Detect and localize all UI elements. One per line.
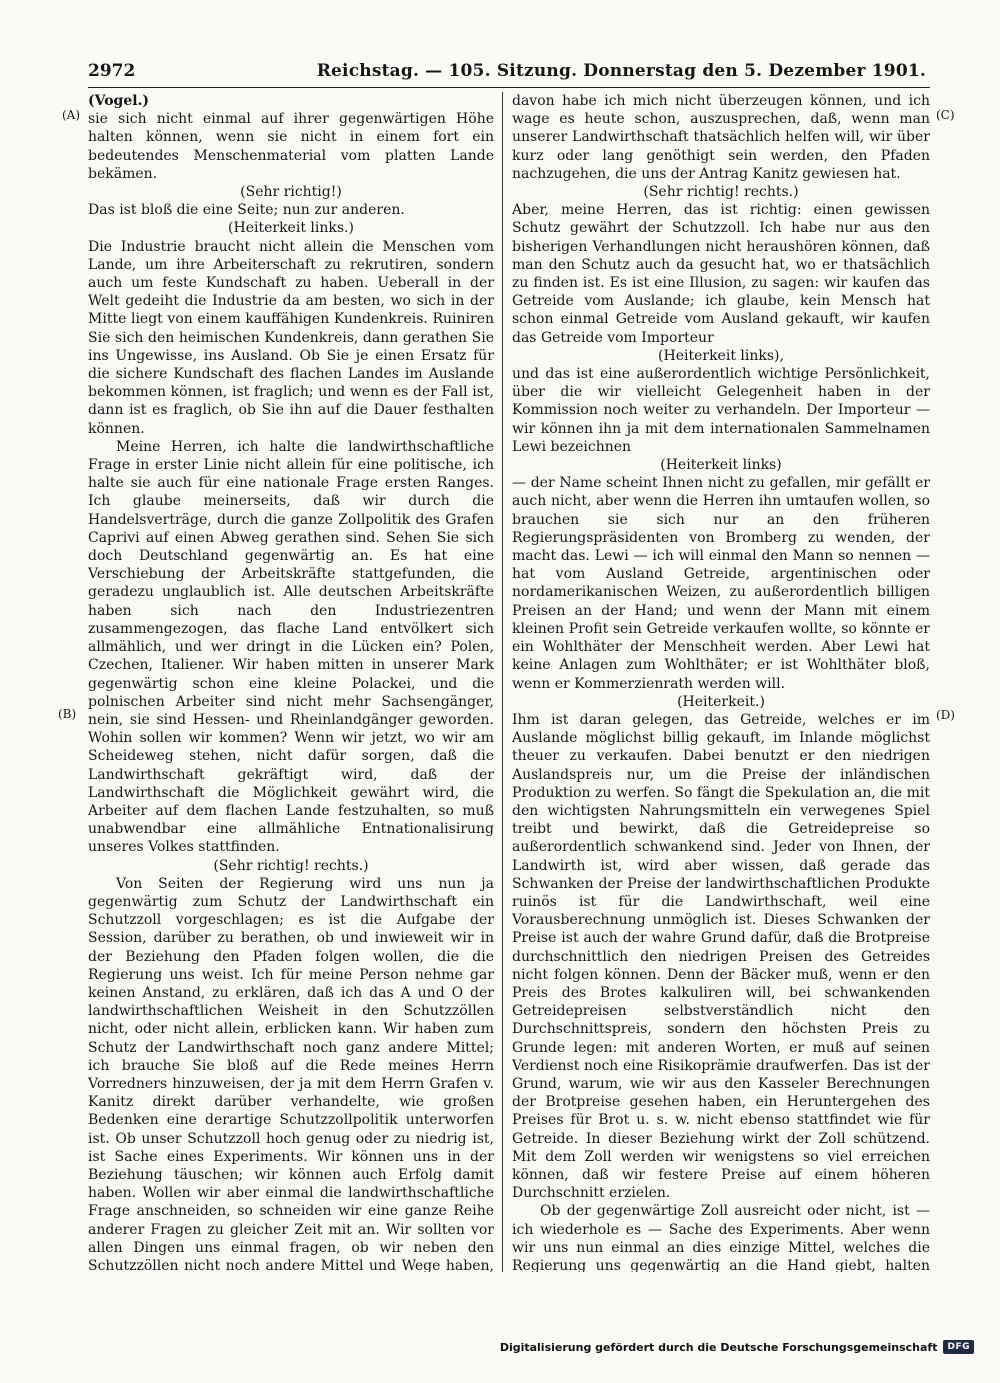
page-header bbox=[88, 57, 930, 88]
paragraph: sie sich nicht einmal auf ihrer gegenwärtigen Höhe halten können, wenn sie nicht in einem fort ein bedeutendes Menschenmaterial vom platten Lande bekämen. bbox=[88, 111, 494, 182]
page-number: 2972 bbox=[88, 61, 136, 81]
interjection: (Sehr richtig!) bbox=[240, 184, 342, 201]
dfg-logo: DFG bbox=[943, 1340, 974, 1354]
interjection: (Sehr richtig! rechts.) bbox=[643, 184, 799, 201]
interjection: (Heiterkeit.) bbox=[677, 693, 765, 710]
running-title: Reichstag. — 105. Sitzung. Donnerstag den 5. Dezember 1901. bbox=[316, 61, 926, 81]
paragraph: Ihm ist daran gelegen, das Getreide, welches er im Auslande möglichst billig gekauft, im Inlande möglichst theuer zu verkaufen. Dabei benutzt er den niedrigen Auslandspreis nur, um die Preise der inländischen Produktion zu werfen. So fängt die Spekulation an, die mit den wichtigsten Nahrungsmitteln ein verwegenes Spiel treibt und bewirkt, daß die Getreidepreise so außerordentlich schwankend sind. Jeder von Ihnen, der Landwirth ist, wird aber wissen, daß gerade das Schwanken der Preise der landwirthschaftlichen Produkte ruinös ist für die Landwirthschaft, weil eine Vorausberechnung unmöglich ist. Dieses Schwanken der Preise ist auch der wahre Grund dafür, daß die Brotpreise durchschnittlich den niedrigen Preisen des Getreides nicht folgen können. Denn der Bäcker muß, wenn er den Preis des Brotes kalkuliren will, bei schwankenden Getreidepreisen selbstverständlich nicht den Durchschnittspreis, sondern den höchsten Preis zu Grunde legen: mit anderen Worten, er muß auf seinen Verdienst noch eine Risikoprämie draufwerfen. Das ist der Grund, warum, wie wir aus den Kasseler Berechnungen der Brotpreise gesehen haben, ein Heruntergehen des Preises für Brot u. s. w. nicht ebenso stattfindet wie für Getreide. In dieser Beziehung wirkt der Zoll schützend. Mit dem Zoll werden wir wenigstens so viel erreichen können, daß wir festere Preise auf einem höheren Durchschnitt erzielen. bbox=[512, 711, 930, 1202]
paragraph: Von Seiten der Regierung wird uns nun ja gegenwärtig zum Schutz der Landwirthschaft ein Schutzzoll vorgeschlagen; es ist die Aufgabe der Session, darüber zu berathen, ob und inwieweit wir in der Beziehung den Pfaden folgen wollen, die die Regierung uns weist. Ich für meine Person nehme gar keinen Anstand, zu erklären, daß ich das A und O der landwirthschaftlichen Weisheit in den Schutzzöllen nicht, oder nicht allein, erblicken kann. Wir haben zum Schutz der Landwirthschaft noch ganz andere Mittel; ich brauche Sie bloß auf die Rede meines Herrn Vorredners hinzuweisen, der ja mit dem Herrn Grafen v. Kanitz direkt darüber verhandelte, wie großen Bedenken eine derartige Schutzzollpolitik unterworfen ist. Ob unser Schutzzoll hoch genug oder zu niedrig ist, ist Sache eines Experiments. Wir können uns in der Beziehung täuschen; wir können auch Erfolg damit haben. Wollen wir aber einmal die landwirthschaftliche Frage anschneiden, so schneiden wir eine ganze Reihe anderer Fragen zu gleicher Zeit mit an. Wir sollten vor allen Dingen uns einmal fragen, ob wir neben den Schutzzöllen nicht noch andere Mittel und Wege haben, bbox=[88, 875, 494, 1272]
interjection: (Heiterkeit links.) bbox=[228, 220, 354, 237]
paragraph: Das ist bloß die eine Seite; nun zur anderen. bbox=[88, 202, 405, 219]
left-column bbox=[88, 92, 494, 1272]
paragraph: Aber, meine Herren, das ist richtig: einen gewissen Schutz gewährt der Schutzzoll. Ich habe nur aus den bisherigen Verhandlungen nicht heraushören können, daß man den Schutz auch da gesucht hat, wo er thatsächlich zu finden ist. Es ist eine Illusion, zu sagen: wir kaufen das Getreide vom Auslande; ich glaube, kein Mensch hat schon einmal Getreide vom Ausland gekauft, wir kaufen das Getreide vom Importeur bbox=[512, 202, 930, 346]
digitization-footer bbox=[500, 1340, 974, 1354]
margin-mark-b: (B) bbox=[58, 707, 77, 721]
interjection: (Heiterkeit links) bbox=[660, 457, 782, 474]
right-column bbox=[512, 92, 930, 1272]
paragraph: und das ist eine außerordentlich wichtige Persönlichkeit, über die wir vielleicht Gelegenheit haben in der Kommission noch weiter zu verhandeln. Der Importeur — wir können ihn ja mit dem internationalen Sammelnamen Lewi bezeichnen bbox=[512, 366, 930, 455]
margin-mark-d: (D) bbox=[936, 708, 955, 722]
paragraph: — der Name scheint Ihnen nicht zu gefallen, mir gefällt er auch nicht, aber wenn die Herren ihn umtaufen wollen, so brauchen sie sich nur an den früheren Regierungspräsidenten von Bromberg zu wenden, der macht das. Lewi — ich will einmal den Mann so nennen — hat vom Ausland Getreide, argentinischen oder nordamerikanischen Weizen, zu außerordentlich billigen Preisen an der Hand; und wenn der Mann mit einem kleinen Profit sein Getreide verkaufen wollte, so könnte er ein Wohlthäter der Menschheit werden. Aber Lewi hat keine Anlagen zum Wohlthäter; er ist Wohlthäter bloß, wenn er Kommerzienrath werden will. bbox=[512, 475, 930, 692]
column-divider bbox=[502, 92, 503, 1272]
paragraph: Meine Herren, ich halte die landwirthschaftliche Frage in erster Linie nicht allein für eine politische, ich halte sie auch für eine nationale Frage ersten Ranges. Ich glaube meinerseits, daß wir durch die Handelsverträge, durch die ganze Zollpolitik des Grafen Caprivi auf einen Abweg gerathen sind. Sehen Sie sich doch Deutschland gegenwärtig an. Es hat eine Verschiebung der Arbeitskräfte stattgefunden, die geradezu unglaublich ist. Alle deutschen Arbeitskräfte haben sich nach den Industriezentren zusammengezogen, das flache Land entvölkert sich allmählich, und wer dringt in die Lücken ein? Polen, Czechen, Italiener. Wir haben mitten in unserer Mark gegenwärtig schon eine kleine Polackei, und die polnischen Arbeiter sind nicht mehr Sachsengänger, nein, sie sind Hessen- und Rheinlandgänger geworden. Wohin sollen wir kommen? Wenn wir jetzt, wo wir am Scheideweg stehen, nicht dafür sorgen, daß die Landwirthschaft gekräftigt wird, daß der Landwirthschaft die Möglichkeit gewährt wird, die Arbeiter auf dem flachen Lande festzuhalten, so muß unabwendbar eine allmähliche Entnationalisirung unseres Volkes stattfinden. bbox=[88, 438, 494, 856]
interjection: (Heiterkeit links), bbox=[658, 347, 784, 364]
speaker-name: (Vogel.) bbox=[88, 93, 150, 109]
footer-text: Digitalisierung gefördert durch die Deutsche Forschungsgemeinschaft bbox=[499, 1340, 938, 1354]
margin-mark-c: (C) bbox=[936, 108, 955, 122]
paragraph: Die Industrie braucht nicht allein die Menschen vom Lande, um ihre Arbeiterschaft zu rekrutiren, sondern auch um feste Kundschaft zu haben. Ueberall in der Welt gedeiht die Industrie da am besten, wo sich in der Mitte liegt von einem kauffähigen Kundenkreis. Ruiniren Sie sich den heimischen Kundenkreis, dann gerathen Sie ins Ungewisse, ins Ausland. Ob Sie je einen Ersatz für die sichere Kundschaft des flachen Landes im Auslande bekommen können, ist fraglich; und wenn es der Fall ist, dann ist es fraglich, ob Sie ihn auf die Dauer festhalten können. bbox=[88, 238, 494, 437]
margin-mark-a: (A) bbox=[62, 108, 81, 122]
paragraph: Ob der gegenwärtige Zoll ausreicht oder nicht, ist — ich wiederhole es — Sache des Experiments. Aber wenn wir uns nun einmal an dies einzige Mittel, welches die Regierung uns gegenwärtig an die Hand giebt, halten bbox=[512, 1203, 930, 1272]
interjection: (Sehr richtig! rechts.) bbox=[213, 857, 369, 874]
paragraph: davon habe ich mich nicht überzeugen können, und ich wage es heute schon, auszusprechen, daß, wenn man unserer Landwirthschaft thatsächlich helfen will, wir über kurz oder lang genöthigt sein werden, den Pfaden nachzugehen, die uns der Antrag Kanitz gewiesen hat. bbox=[512, 93, 930, 182]
